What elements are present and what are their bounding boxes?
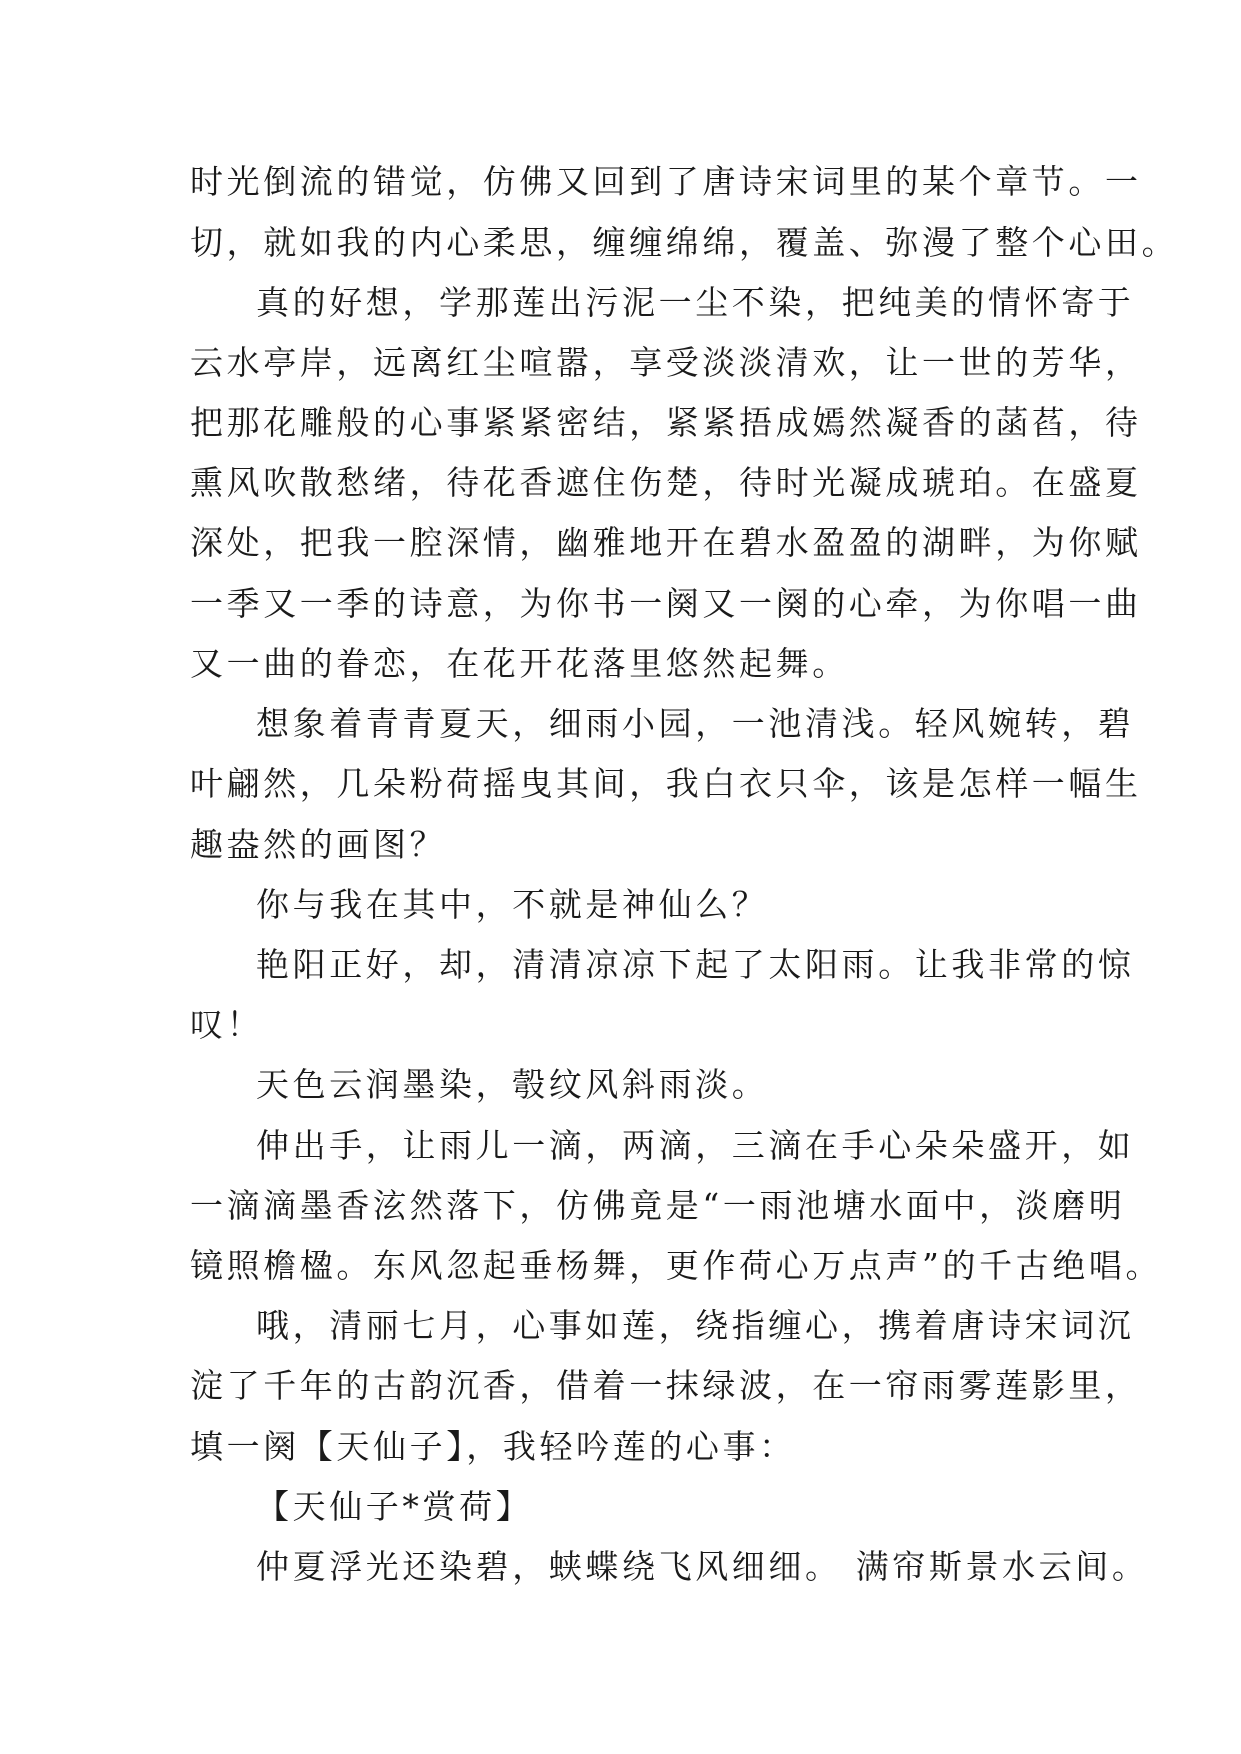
text-line: 填一阕【天仙子】，我轻吟莲的心事： (190, 1427, 796, 1466)
text-line: 切，就如我的内心柔思，缠缠绵绵，覆盖、弥漫了整个心田。 (190, 223, 1179, 262)
paragraph-start-line: 仲夏浮光还染碧，蛱蝶绕飞风细细。 满帘斯景水云间。 (256, 1547, 1149, 1586)
text-line: 熏风吹散愁绪，待花香遮住伤楚，待时光凝成琥珀。在盛夏 (190, 463, 1142, 502)
text-line: 一季又一季的诗意，为你书一阕又一阕的心牵，为你唱一曲 (190, 584, 1142, 623)
paragraph-start-line: 哦，清丽七月，心事如莲，绕指缠心，携着唐诗宋词沉 (256, 1306, 1135, 1345)
text-line: 叹！ (190, 1005, 264, 1044)
text-line: 又一曲的眷恋，在花开花落里悠然起舞。 (190, 644, 849, 683)
text-line: 趣盎然的画图？ (190, 825, 447, 864)
paragraph-start-line: 伸出手，让雨儿一滴，两滴，三滴在手心朵朵盛开，如 (256, 1126, 1135, 1165)
text-line: 把那花雕般的心事紧紧密结，紧紧捂成嫣然凝香的菡萏，待 (190, 403, 1142, 442)
text-line: 时光倒流的错觉，仿佛又回到了唐诗宋词里的某个章节。一 (190, 162, 1142, 201)
paragraph-start-line: 想象着青青夏天，细雨小园，一池清浅。轻风婉转，碧 (256, 704, 1135, 743)
paragraph-start-line: 你与我在其中，不就是神仙么？ (256, 885, 769, 924)
text-line: 淀了千年的古韵沉香，借着一抹绿波，在一帘雨雾莲影里， (190, 1366, 1142, 1405)
text-line: 镜照檐楹。东风忽起垂杨舞，更作荷心万点声”的千古绝唱。 (190, 1246, 1163, 1285)
text-line: 深处，把我一腔深情，幽雅地开在碧水盈盈的湖畔，为你赋 (190, 523, 1142, 562)
paragraph-start-line: 天色云润墨染，彀纹风斜雨淡。 (256, 1065, 769, 1104)
text-line: 叶翩然，几朵粉荷摇曳其间，我白衣只伞，该是怎样一幅生 (190, 764, 1142, 803)
paragraph-start-line: 艳阳正好，却，清清凉凉下起了太阳雨。让我非常的惊 (256, 945, 1135, 984)
text-line: 云水亭岸，远离红尘喧嚣，享受淡淡清欢，让一世的芳华， (190, 343, 1142, 382)
text-line: 一滴滴墨香泫然落下，仿佛竟是“一雨池塘水面中，淡磨明 (190, 1186, 1126, 1225)
paragraph-start-line: 真的好想，学那莲出污泥一尘不染，把纯美的情怀寄于 (256, 283, 1135, 322)
poem-title-line: 【天仙子*赏荷】 (256, 1487, 533, 1526)
